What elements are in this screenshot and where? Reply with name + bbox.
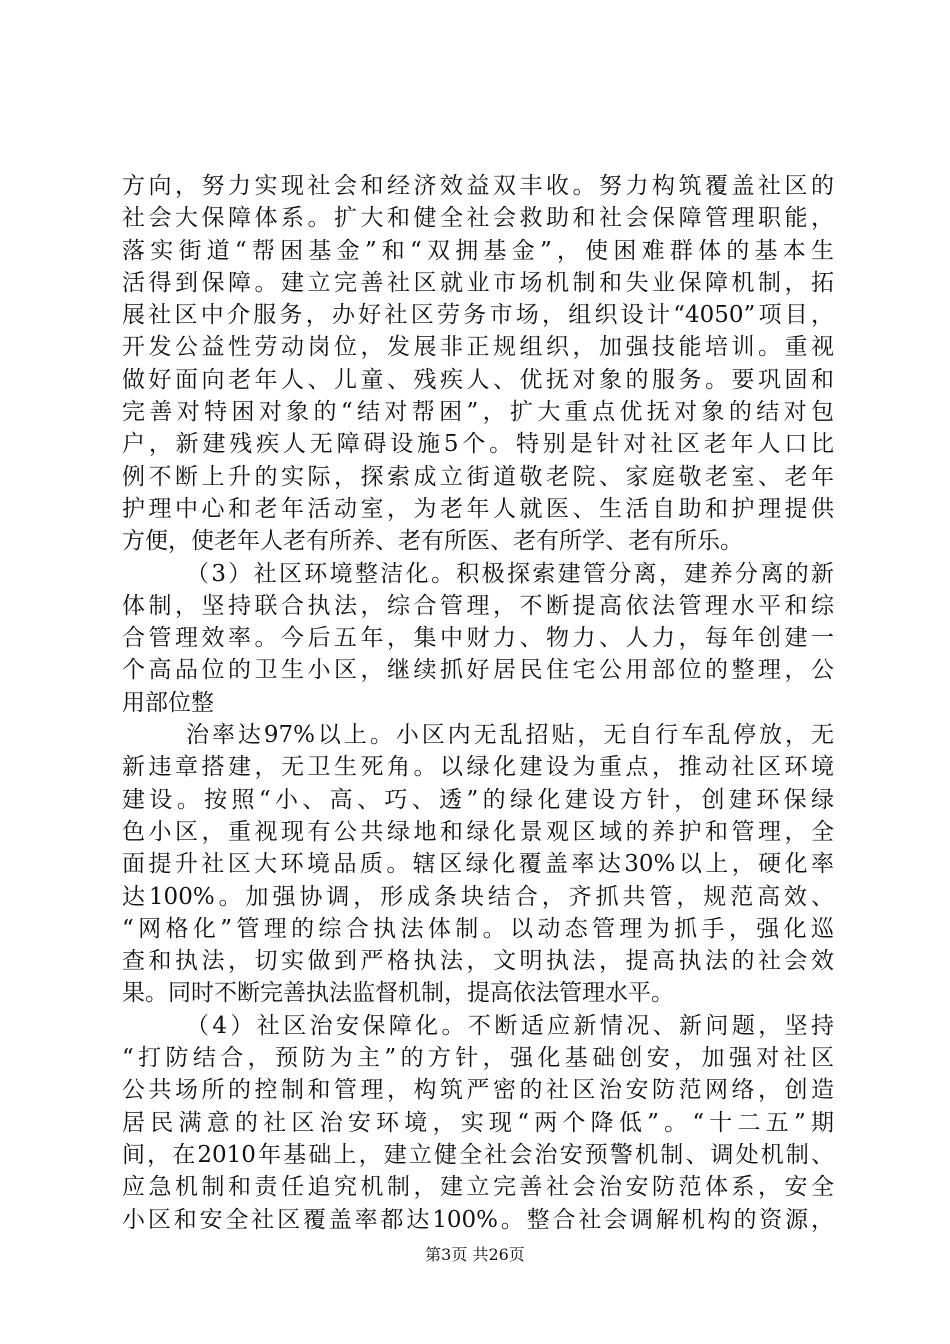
- text-line: 合管理效率。今后五年，集中财力、物力、人力，每年创建一: [122, 625, 834, 652]
- text-line: （3）社区环境整洁化。积极探索建管分离，建养分离的新: [186, 560, 834, 587]
- text-line: 治率达97%以上。小区内无乱招贴，无自行车乱停放，无: [186, 722, 834, 749]
- text-line: （4）社区治安保障化。不断适应新情况、新问题，坚持: [186, 1012, 834, 1039]
- text-line: 用部位整: [122, 689, 214, 716]
- text-line: “网格化”管理的综合执法体制。以动态管理为抓手，强化巡: [122, 915, 834, 942]
- text-line: 开发公益性劳动岗位，发展非正规组织，加强技能培训。重视: [122, 334, 834, 361]
- text-line: 间，在2010年基础上，建立健全社会治安预警机制、调处机制、: [122, 1141, 834, 1168]
- text-line: 展社区中介服务，办好社区劳务市场，组织设计“4050”项目，: [122, 302, 834, 329]
- text-line: 达100%。加强协调，形成条块结合，齐抓共管，规范高效、: [122, 883, 834, 910]
- text-line: 户，新建残疾人无障碍设施5个。特别是针对社区老年人口比: [122, 431, 834, 458]
- text-line: 护理中心和老年活动室，为老年人就医、生活自助和护理提供: [122, 495, 834, 522]
- page-number: 第3页 共26页: [425, 1245, 525, 1264]
- text-line: 应急机制和责任追究机制，建立完善社会治安防范体系，安全: [122, 1174, 834, 1201]
- text-line: 小区和安全社区覆盖率都达100%。整合社会调解机构的资源，: [122, 1206, 834, 1233]
- text-line: 果。同时不断完善执法监督机制，提高依法管理水平。: [122, 980, 674, 1007]
- page-footer: [0, 1242, 950, 1265]
- text-line: 个高品位的卫生小区，继续抓好居民住宅公用部位的整理，公: [122, 657, 834, 684]
- text-line: 落实街道“帮困基金”和“双拥基金”，使困难群体的基本生: [122, 237, 834, 264]
- text-line: 完善对特困对象的“结对帮困”，扩大重点优抚对象的结对包: [122, 399, 834, 426]
- text-line: 例不断上升的实际，探索成立街道敬老院、家庭敬老室、老年: [122, 463, 834, 490]
- text-line: 活得到保障。建立完善社区就业市场机制和失业保障机制，拓: [122, 269, 834, 296]
- text-line: 建设。按照“小、高、巧、透”的绿化建设方针，创建环保绿: [122, 786, 834, 813]
- text-line: 色小区，重视现有公共绿地和绿化景观区域的养护和管理，全: [122, 818, 834, 845]
- text-line: 社会大保障体系。扩大和健全社会救助和社会保障管理职能，: [122, 205, 834, 232]
- text-line: 查和执法，切实做到严格执法，文明执法，提高执法的社会效: [122, 948, 834, 975]
- body-text: [122, 170, 834, 1236]
- text-line: 公共场所的控制和管理，构筑严密的社区治安防范网络，创造: [122, 1077, 834, 1104]
- text-line: 居民满意的社区治安环境，实现“两个降低”。“十二五”期: [122, 1109, 834, 1136]
- text-line: 方便，使老年人老有所养、老有所医、老有所学、老有所乐。: [122, 528, 743, 555]
- text-line: 面提升社区大环境品质。辖区绿化覆盖率达30%以上，硬化率: [122, 851, 834, 878]
- text-line: 做好面向老年人、儿童、残疾人、优抚对象的服务。要巩固和: [122, 366, 834, 393]
- text-line: “打防结合，预防为主”的方针，强化基础创安，加强对社区: [122, 1045, 834, 1072]
- text-line: 方向，努力实现社会和经济效益双丰收。努力构筑覆盖社区的: [122, 173, 834, 199]
- text-line: 新违章搭建，无卫生死角。以绿化建设为重点，推动社区环境: [122, 754, 834, 781]
- text-line: 体制，坚持联合执法，综合管理，不断提高依法管理水平和综: [122, 592, 834, 619]
